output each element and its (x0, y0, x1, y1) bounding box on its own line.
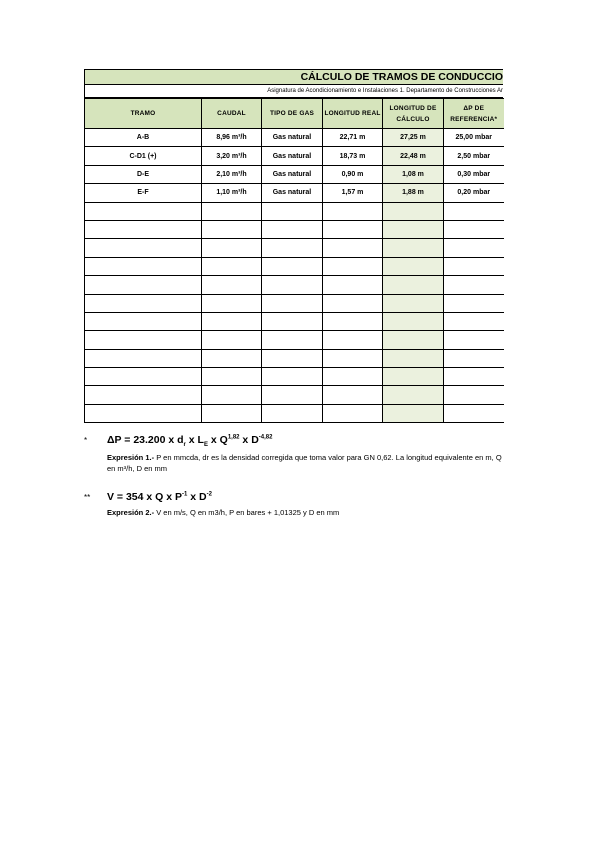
cell-gas (262, 312, 323, 330)
cell-caudal: 2,10 m³/h (202, 165, 262, 183)
cell-real: 22,71 m (323, 129, 383, 147)
cell-dp (444, 312, 504, 330)
cell-calculo (383, 276, 444, 294)
cell-dp (444, 239, 504, 257)
cell-real (323, 239, 383, 257)
cell-gas (262, 276, 323, 294)
cell-tramo: D-E (85, 165, 202, 183)
header-dp-referencia: ΔP DE REFERENCIA* (444, 99, 504, 129)
header-row (85, 99, 504, 129)
cell-calculo (383, 294, 444, 312)
cell-gas: Gas natural (262, 147, 323, 165)
cell-tramo: A-B (85, 129, 202, 147)
cell-tramo (85, 386, 202, 404)
sheet-title: CÁLCULO DE TRAMOS DE CONDUCCIO (84, 69, 503, 85)
cell-caudal (202, 276, 262, 294)
table-row (85, 147, 504, 165)
cell-real: 1,57 m (323, 184, 383, 202)
cell-real (323, 257, 383, 275)
cell-caudal (202, 202, 262, 220)
formula-2 (84, 491, 504, 518)
table-row (85, 368, 504, 386)
cell-caudal (202, 220, 262, 238)
cell-dp: 2,50 mbar (444, 147, 504, 165)
cell-dp: 25,00 mbar (444, 129, 504, 147)
cell-calculo (383, 349, 444, 367)
cell-gas (262, 202, 323, 220)
cell-real (323, 312, 383, 330)
cell-tramo (85, 220, 202, 238)
header-caudal: CAUDAL (202, 99, 262, 129)
cell-caudal (202, 404, 262, 422)
cell-dp (444, 349, 504, 367)
cell-calculo (383, 368, 444, 386)
cell-dp (444, 276, 504, 294)
cell-dp: 0,20 mbar (444, 184, 504, 202)
cell-gas (262, 386, 323, 404)
table-row (85, 202, 504, 220)
cell-calculo: 22,48 m (383, 147, 444, 165)
cell-real (323, 349, 383, 367)
formula-expression-text: ΔP = 23.200 x $d_r$ x $L_E$ x Q$^{1,82}$ x $D^{-4,82}$ (107, 434, 273, 449)
cell-gas (262, 239, 323, 257)
cell-caudal (202, 331, 262, 349)
header-tramo: TRAMO (85, 99, 202, 129)
cell-calculo: 27,25 m (383, 129, 444, 147)
cell-calculo (383, 331, 444, 349)
table-row (85, 404, 504, 422)
table-row (85, 331, 504, 349)
cell-caudal (202, 349, 262, 367)
cell-gas: Gas natural (262, 165, 323, 183)
cell-dp (444, 257, 504, 275)
formula-2-description (107, 507, 504, 518)
table-body (85, 129, 504, 423)
cell-calculo: 1,88 m (383, 184, 444, 202)
cell-real (323, 331, 383, 349)
cell-gas (262, 331, 323, 349)
cell-caudal: 1,10 m³/h (202, 184, 262, 202)
cell-caudal (202, 257, 262, 275)
cell-tramo (85, 257, 202, 275)
cell-calculo (383, 239, 444, 257)
table-row (85, 165, 504, 183)
cell-real: 18,73 m (323, 147, 383, 165)
cell-real (323, 202, 383, 220)
cell-tramo: C-D1 (+) (85, 147, 202, 165)
cell-real: 0,90 m (323, 165, 383, 183)
cell-dp (444, 220, 504, 238)
formula-expression-text: V = 354 x Q x $P^{-1}$ x $D^{-2}$ (107, 491, 212, 504)
table-row (85, 294, 504, 312)
cell-dp (444, 294, 504, 312)
cell-calculo (383, 202, 444, 220)
cell-real (323, 276, 383, 294)
cell-dp (444, 404, 504, 422)
cell-real (323, 368, 383, 386)
cell-real (323, 294, 383, 312)
table-row (85, 220, 504, 238)
cell-calculo: 1,08 m (383, 165, 444, 183)
table-row (85, 386, 504, 404)
table-row (85, 349, 504, 367)
cell-tramo (85, 276, 202, 294)
cell-dp (444, 331, 504, 349)
cell-tramo (85, 368, 202, 386)
cell-gas (262, 294, 323, 312)
cell-tramo: E-F (85, 184, 202, 202)
table-row (85, 257, 504, 275)
cell-caudal (202, 312, 262, 330)
cell-caudal (202, 294, 262, 312)
header-tipo-gas: TIPO DE GAS (262, 99, 323, 129)
formula-1-expression (107, 434, 504, 448)
formula-1-text: P en mmcda, dr es la densidad corregida que toma valor para GN 0,62. La longitud equivalente en m, Q en m³/h, D en mm (107, 453, 502, 474)
cell-gas: Gas natural (262, 129, 323, 147)
header-longitud-real: LONGITUD REAL (323, 99, 383, 129)
cell-calculo (383, 404, 444, 422)
cell-caudal: 8,96 m³/h (202, 129, 262, 147)
cell-gas (262, 349, 323, 367)
formula-2-mark: ** (84, 493, 91, 503)
cell-calculo (383, 257, 444, 275)
cell-real (323, 404, 383, 422)
formula-2-text: V en m/s, Q en m3/h, P en bares + 1,01325 y D en mm (154, 508, 340, 518)
formula-2-expression (107, 491, 504, 503)
cell-gas (262, 368, 323, 386)
formula-2-label: Expresión 2.- (107, 508, 155, 518)
cell-real (323, 220, 383, 238)
cell-dp (444, 368, 504, 386)
cell-tramo (85, 294, 202, 312)
cell-caudal (202, 386, 262, 404)
cell-dp (444, 386, 504, 404)
sheet-subtitle: Asignatura de Acondicionamiento e Instalaciones 1. Departamento de Construcciones Ar (84, 85, 503, 98)
cell-calculo (383, 386, 444, 404)
cell-calculo (383, 220, 444, 238)
calculation-sheet (84, 69, 503, 423)
cell-caudal (202, 239, 262, 257)
cell-tramo (85, 331, 202, 349)
formula-1-label: Expresión 1.- (107, 453, 155, 463)
sections-table (84, 98, 504, 423)
cell-gas (262, 257, 323, 275)
formulas-section (84, 434, 504, 518)
cell-real (323, 386, 383, 404)
table-row (85, 312, 504, 330)
cell-tramo (85, 239, 202, 257)
table-row (85, 239, 504, 257)
cell-caudal: 3,20 m³/h (202, 147, 262, 165)
table-row (85, 129, 504, 147)
cell-gas: Gas natural (262, 184, 323, 202)
cell-caudal (202, 368, 262, 386)
cell-tramo (85, 404, 202, 422)
table-row (85, 184, 504, 202)
formula-1 (84, 434, 504, 474)
cell-gas (262, 404, 323, 422)
table-row (85, 276, 504, 294)
cell-tramo (85, 312, 202, 330)
cell-tramo (85, 349, 202, 367)
formula-1-description (107, 452, 504, 474)
cell-tramo (85, 202, 202, 220)
cell-dp (444, 202, 504, 220)
cell-dp: 0,30 mbar (444, 165, 504, 183)
formula-1-mark: * (84, 436, 88, 445)
header-longitud-calculo: LONGITUD DE CÁLCULO (383, 99, 444, 129)
cell-gas (262, 220, 323, 238)
cell-calculo (383, 312, 444, 330)
